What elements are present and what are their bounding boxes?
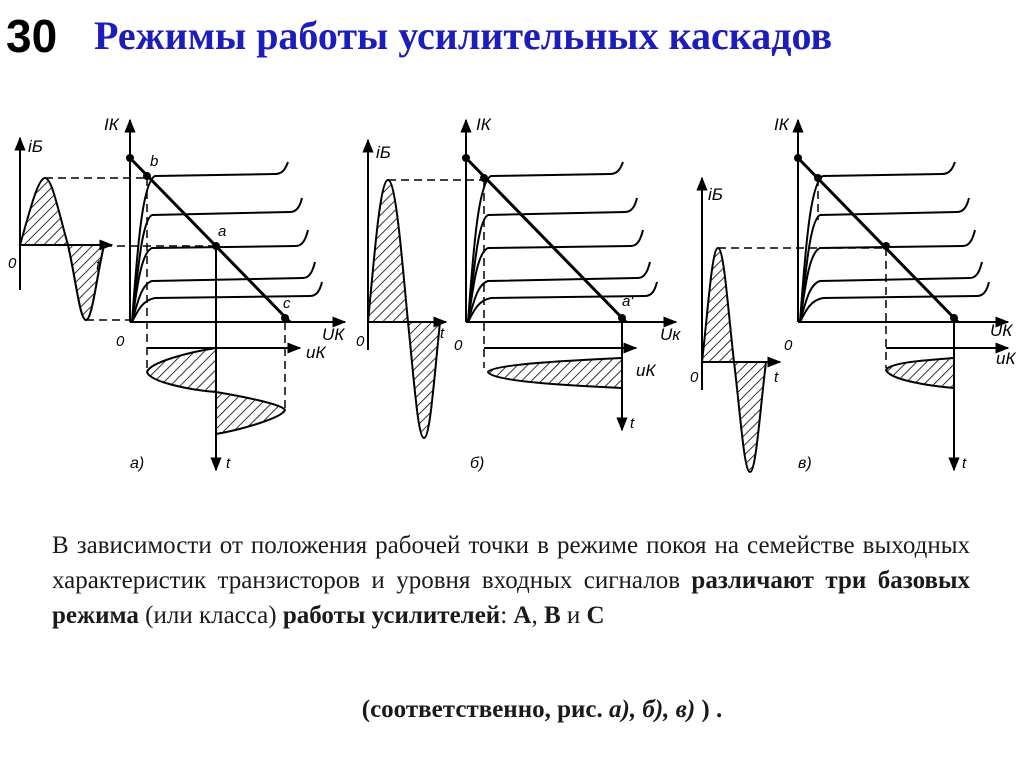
mode-b: В xyxy=(543,602,561,629)
caption-ref-a: а), xyxy=(609,696,637,723)
label-ik-c: IК xyxy=(774,115,789,134)
label-ib-a: iБ xyxy=(28,137,43,156)
label-uk-out-c: uК xyxy=(996,349,1016,368)
mode-a: А xyxy=(513,602,532,629)
label-uk-out-b: uК xyxy=(636,361,656,380)
caption-c: в) xyxy=(798,455,812,472)
input-signal-c xyxy=(702,248,734,362)
label-origin-out-b: 0 xyxy=(454,337,463,354)
label-ik-a: IК xyxy=(104,115,119,134)
label-t-out-a: t xyxy=(226,455,231,472)
label-origin-in-b: 0 xyxy=(356,333,365,350)
body-bold-2: работы усилителей xyxy=(282,602,501,629)
diagram-b xyxy=(356,115,681,472)
point-b-a: b xyxy=(150,153,159,170)
diagram-a xyxy=(8,115,345,472)
label-uk-axis-b: Uк xyxy=(660,325,681,344)
label-t-in-b: t xyxy=(440,325,445,342)
body-sep-1: , xyxy=(531,602,544,629)
caption-b: б) xyxy=(470,455,485,472)
slide-title: Режимы работы усилительных каскадов xyxy=(94,13,833,58)
label-t-out-b: t xyxy=(630,415,635,432)
label-t-in-c: t xyxy=(774,369,779,386)
label-uk-axis-a: UК xyxy=(322,325,345,344)
label-t-out-c: t xyxy=(962,455,967,472)
caption-ref-b: б), xyxy=(642,696,670,723)
body-bold-1: различают три базовых режима xyxy=(52,567,970,629)
point-a-b: a' xyxy=(622,293,634,310)
input-signal-b xyxy=(368,180,408,322)
body-text-1: В зависимости от положения рабочей точки в режиме покоя на семействе выходных характеристик транзисторов и уровня входных сигналов xyxy=(52,532,970,594)
mode-c: С xyxy=(586,602,605,629)
body-text-2: (или класса) xyxy=(138,602,283,629)
label-ik-b: IК xyxy=(476,115,491,134)
label-origin-in-a: 0 xyxy=(8,255,17,272)
label-ib-b: iБ xyxy=(376,143,391,162)
caption-prefix: (соответственно, рис. xyxy=(361,696,610,723)
label-uk-out-a: uК xyxy=(306,343,326,362)
body-text-3: : xyxy=(500,602,514,629)
caption-a: а) xyxy=(130,455,145,472)
point-c-a: c xyxy=(283,295,291,312)
slide-number: 30 xyxy=(6,10,58,62)
label-origin-out-c: 0 xyxy=(784,337,793,354)
point-a-a: a xyxy=(218,223,227,240)
label-t-in-a: t xyxy=(96,257,101,274)
figure-caption xyxy=(0,692,1024,727)
caption-ref-c: в) xyxy=(675,696,696,723)
caption-suffix: ) . xyxy=(695,696,723,723)
body-sep-2: и xyxy=(560,602,587,629)
label-origin-out-a: 0 xyxy=(116,333,125,350)
description-paragraph xyxy=(52,528,970,633)
diagram-c xyxy=(690,115,1016,472)
label-ib-c: iБ xyxy=(708,185,723,204)
amplifier-modes-diagram xyxy=(0,100,1024,485)
label-origin-in-c: 0 xyxy=(690,369,699,386)
label-uk-axis-c: UК xyxy=(990,321,1013,340)
